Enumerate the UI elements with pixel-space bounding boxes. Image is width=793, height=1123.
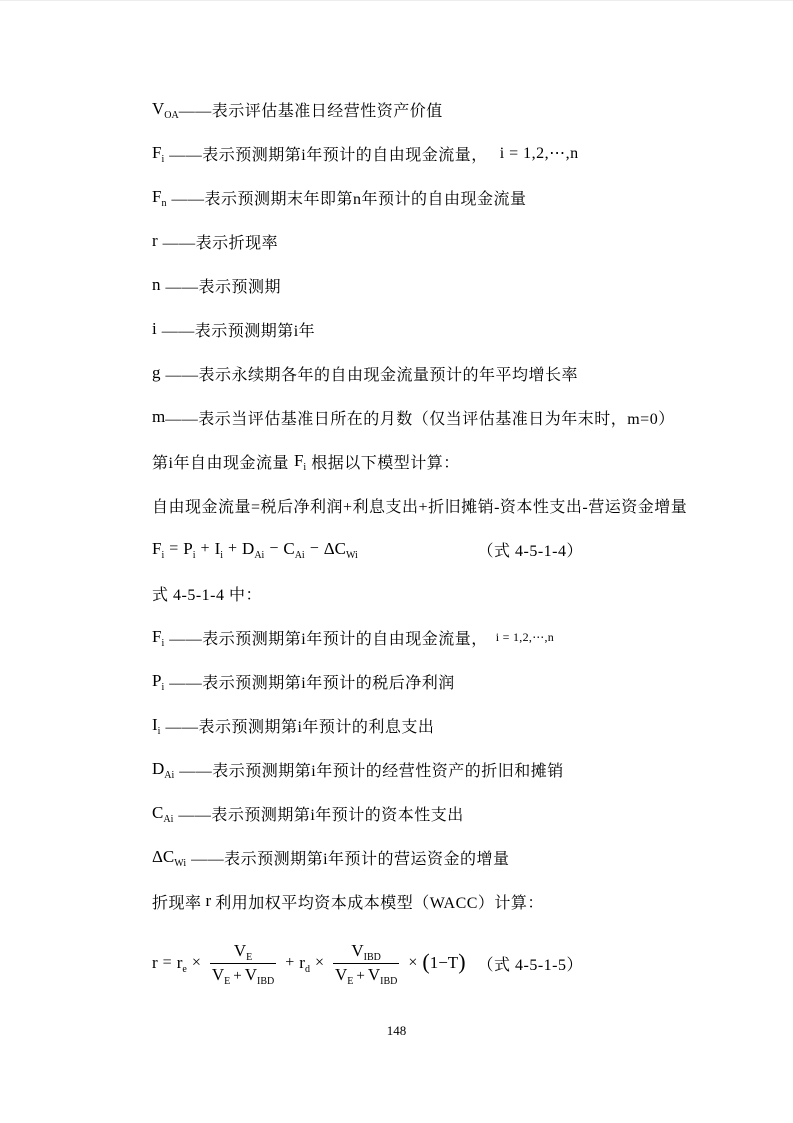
- symbol-letter: F: [152, 539, 162, 558]
- formula-explanation-intro: [152, 571, 713, 615]
- term-fi: [152, 539, 164, 559]
- formula-4-5-1-5: [152, 931, 713, 995]
- symbol-subscript: E: [246, 951, 253, 963]
- definition-text: ——表示预测期第i年预计的利息支出: [165, 718, 435, 736]
- document-page: [0, 1, 793, 1123]
- symbol-subscript: i: [157, 726, 161, 737]
- symbol-subscript: d: [304, 964, 310, 975]
- model-intro-line: [152, 439, 713, 483]
- symbol-letter: C: [283, 539, 295, 558]
- symbol-pi: [152, 671, 164, 691]
- symbol-letter: V: [211, 964, 225, 984]
- equals-sign: =: [169, 540, 179, 557]
- times-sign: ×: [191, 954, 201, 971]
- fraction-numerator: [210, 940, 276, 964]
- symbol-letter: C: [152, 803, 164, 822]
- symbol-subscript: OA: [164, 110, 179, 121]
- symbol-letter: P: [152, 671, 162, 690]
- definition-text: ——表示预测期第i年预计的自由现金流量，: [169, 630, 488, 648]
- symbol-subscript: IBD: [380, 975, 398, 987]
- symbol-fi-inline: [294, 451, 306, 471]
- definition-text: ——表示预测期第i年预计的经营性资产的折旧和摊销: [179, 762, 564, 780]
- definition-line-voa: [152, 87, 713, 131]
- symbol-subscript: n: [161, 198, 167, 209]
- symbol-dai: [152, 759, 174, 779]
- term-re: [177, 953, 187, 973]
- definition-line-m: [152, 395, 713, 439]
- symbol-subscript: e: [182, 964, 187, 975]
- definition-text: ——表示预测期第i年预计的营运资金的增量: [191, 850, 510, 868]
- symbol-subscript: Wi: [346, 550, 358, 561]
- equals-sign: =: [162, 954, 172, 971]
- symbol-fi: [152, 143, 164, 163]
- equation-text: 自由现金流量=税后净利润+利息支出+折旧摊销-资本性支出-营运资金增量: [152, 498, 688, 516]
- intro-text-pre: 折现率: [152, 894, 202, 912]
- times-sign: ×: [314, 954, 324, 971]
- symbol-r: r: [152, 231, 158, 250]
- symbol-letter: F: [293, 451, 304, 470]
- symbol-subscript: i: [161, 638, 165, 649]
- symbol-letter: V: [233, 940, 247, 960]
- symbol-r-inline: r: [205, 891, 212, 910]
- index-range-small: i = 1,2,⋯,n: [495, 629, 555, 644]
- plus-sign: +: [285, 954, 295, 971]
- term-dcwi: [324, 539, 358, 559]
- symbol-letter: F: [152, 627, 162, 646]
- symbol-subscript: Ai: [163, 814, 174, 825]
- definition-text: ——表示永续期各年的自由现金流量预计的年平均增长率: [165, 366, 579, 384]
- symbol-letter: r: [299, 953, 305, 972]
- intro-text-post: 利用加权平均资本成本模型（WACC）计算：: [215, 894, 544, 912]
- definition-text: ——表示当评估基准日所在的月数（仅当评估基准日为年末时，m=0）: [165, 410, 675, 428]
- symbol-letter: I: [214, 539, 221, 558]
- times-sign: ×: [408, 954, 418, 971]
- symbol-letter: F: [152, 187, 162, 206]
- definition-line-cai: [152, 791, 713, 835]
- definition-line-dai: [152, 747, 713, 791]
- symbol-letter: D: [242, 539, 255, 558]
- plus-sign: +: [356, 967, 365, 984]
- definition-text: ——表示预测期第i年预计的自由现金流量，: [169, 146, 488, 164]
- definition-line-g: [152, 351, 713, 395]
- term-one-minus-t: 1−T: [429, 953, 459, 972]
- symbol-cai: [152, 803, 173, 823]
- symbol-subscript: i: [161, 682, 165, 693]
- term-cai: [283, 539, 304, 559]
- symbol-m: m: [152, 407, 166, 426]
- symbol-letter: ΔC: [152, 847, 175, 866]
- index-range: i = 1,2,⋯,n: [499, 145, 579, 162]
- symbol-subscript: IBD: [363, 951, 381, 963]
- symbol-letter: ΔC: [323, 539, 347, 558]
- plus-sign: +: [233, 967, 242, 984]
- minus-sign: −: [269, 540, 279, 557]
- symbol-g: g: [152, 363, 161, 382]
- symbol-i: i: [152, 319, 157, 338]
- term-r: r: [152, 953, 158, 972]
- definition-line-ii: [152, 703, 713, 747]
- symbol-subscript: E: [224, 975, 231, 987]
- symbol-ii: [152, 715, 160, 735]
- definition-line-fn: [152, 175, 713, 219]
- formula-4-5-1-4: [152, 527, 713, 571]
- definition-line-i: [152, 307, 713, 351]
- symbol-letter: V: [351, 940, 364, 960]
- fraction-denominator: [333, 964, 399, 987]
- term-rd: [299, 953, 310, 973]
- symbol-letter: F: [152, 143, 162, 162]
- minus-sign: −: [309, 540, 319, 557]
- fraction-equity-weight: [210, 940, 276, 987]
- symbol-letter: r: [176, 953, 183, 972]
- symbol-subscript: i: [161, 550, 165, 561]
- symbol-subscript: IBD: [257, 975, 275, 987]
- term-ii: [215, 539, 223, 559]
- definition-line-n: [152, 263, 713, 307]
- symbol-letter: I: [152, 715, 158, 734]
- symbol-letter: D: [152, 759, 165, 778]
- fcf-word-equation: [152, 483, 713, 527]
- term-pi: [183, 539, 195, 559]
- symbol-subscript: Ai: [294, 550, 305, 561]
- symbol-subscript: i: [303, 462, 307, 473]
- fraction-debt-weight: [333, 940, 399, 987]
- right-paren: ): [458, 949, 466, 974]
- fraction-numerator: [333, 940, 399, 964]
- symbol-letter: V: [334, 964, 348, 984]
- symbol-fi: [152, 627, 164, 647]
- definition-line-dcwi: [152, 835, 713, 879]
- symbol-subscript: Wi: [174, 858, 187, 869]
- page-number: [0, 1023, 793, 1039]
- definition-text: ——表示预测期第i年: [161, 322, 316, 340]
- definition-text: ——表示预测期第i年预计的资本性支出: [178, 806, 464, 824]
- definition-text: ——表示预测期第i年预计的税后净利润: [169, 674, 455, 692]
- definition-text: ——表示预测期末年即第n年预计的自由现金流量: [171, 190, 527, 208]
- definition-text: ——表示预测期: [165, 278, 282, 296]
- formula-label-4514: （式 4-5-1-4）: [477, 542, 583, 560]
- plus-sign: +: [200, 540, 210, 557]
- symbol-voa: [152, 99, 179, 119]
- symbol-subscript: Ai: [254, 550, 265, 561]
- wacc-intro-line: [152, 879, 713, 923]
- symbol-letter: V: [367, 964, 381, 984]
- definition-line-fi-2: [152, 615, 713, 659]
- definition-line-fi: [152, 131, 713, 175]
- formula-label-4515: （式 4-5-1-5）: [477, 956, 583, 974]
- intro-text: 式 4-5-1-4 中：: [152, 586, 262, 604]
- definition-text: ——表示折现率: [162, 234, 279, 252]
- intro-text-post: 根据以下模型计算：: [311, 454, 460, 472]
- page-number-text: 148: [386, 1023, 407, 1038]
- symbol-dcwi: [152, 847, 186, 867]
- definition-text: ——表示评估基准日经营性资产价值: [178, 102, 443, 120]
- intro-text-pre: 第i年自由现金流量: [152, 454, 289, 472]
- symbol-letter: V: [244, 964, 257, 984]
- fraction-denominator: [210, 964, 276, 987]
- symbol-subscript: E: [347, 975, 354, 987]
- symbol-subscript: i: [220, 550, 224, 561]
- plus-sign: +: [228, 540, 238, 557]
- symbol-subscript: i: [161, 154, 165, 165]
- term-dai: [242, 539, 264, 559]
- symbol-fn: [152, 187, 166, 207]
- symbol-subscript: Ai: [164, 770, 175, 781]
- left-paren: (: [422, 949, 430, 974]
- symbol-n: n: [152, 275, 161, 294]
- definition-line-r: [152, 219, 713, 263]
- symbol-letter: V: [152, 99, 165, 118]
- definition-line-pi: [152, 659, 713, 703]
- symbol-letter: P: [183, 539, 193, 558]
- symbol-subscript: i: [192, 550, 196, 561]
